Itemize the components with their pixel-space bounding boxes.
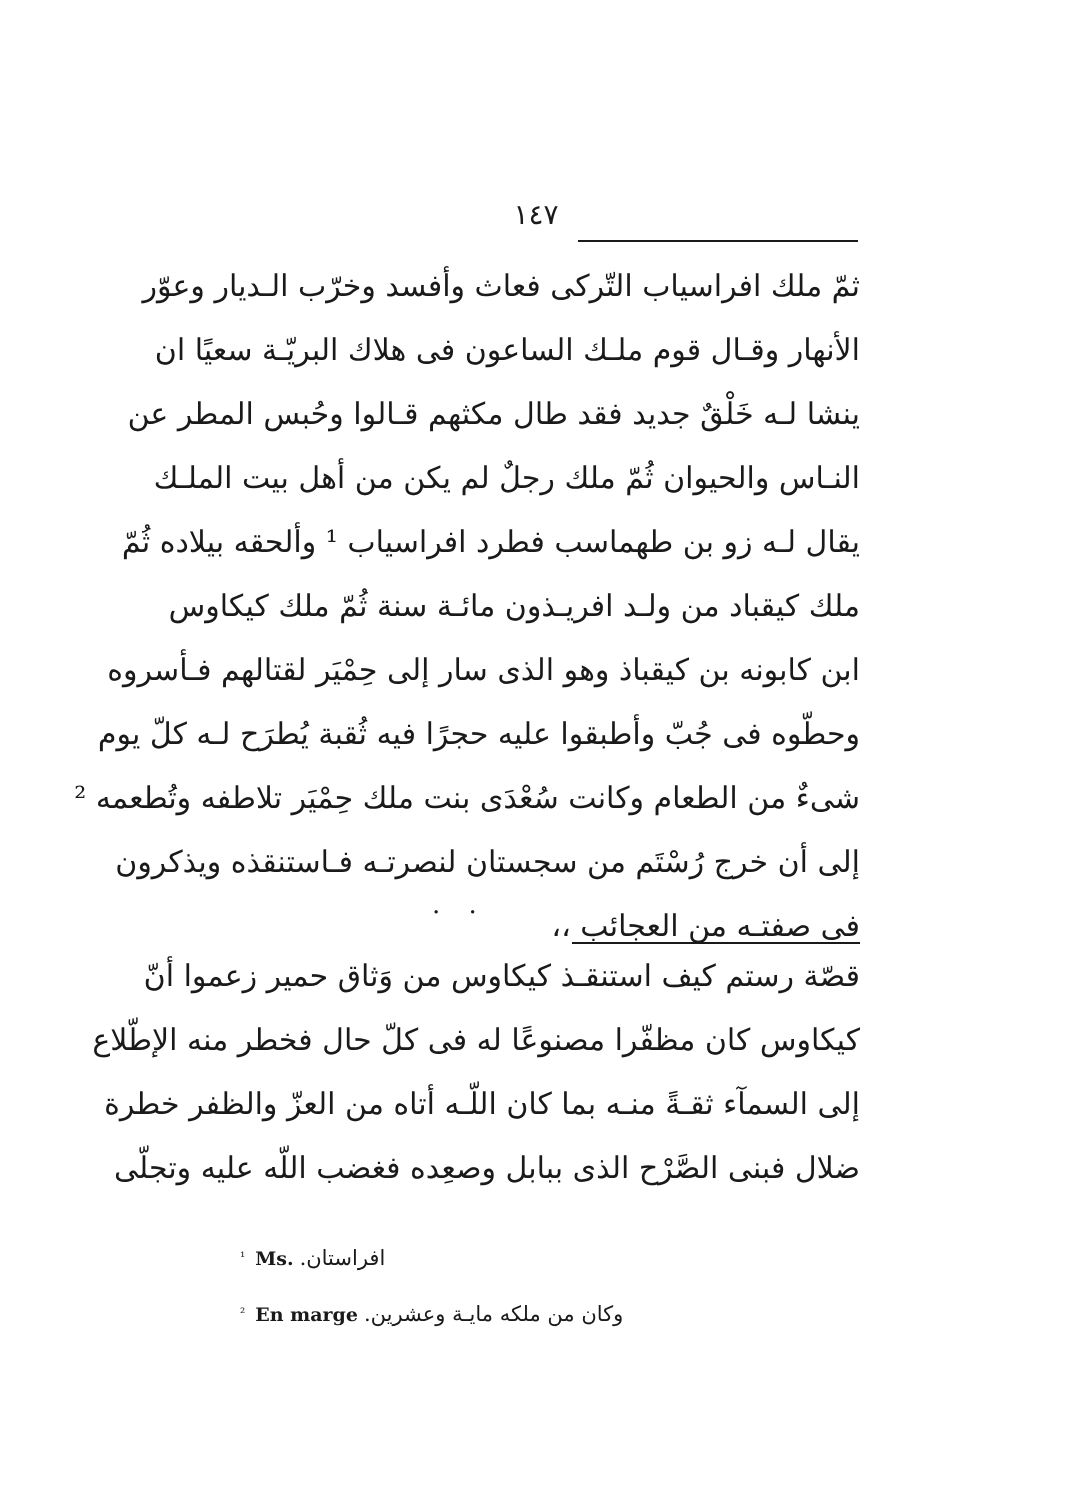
text-line: الأنهار وقـال قوم ملـك الساعون فى هلاك البريّـة سعيًا ان bbox=[154, 333, 860, 368]
story-line: قصّة رستم كيف استنقـذ كيكاوس من وَثاق حمير زعموا أنّ bbox=[143, 959, 860, 994]
footnote-latin: Ms. bbox=[255, 1248, 294, 1270]
text-line: إلى أن خرج رُسْتَم من سجستان لنصرتـه فـاستنقذه ويذكرون bbox=[115, 845, 860, 880]
page-number: ١٤٧ bbox=[513, 198, 559, 231]
footnote-arabic: وكان من ملكه مايـة وعشرين. bbox=[363, 1302, 624, 1326]
story-line: إلى السمآء ثقـةً منـه بما كان اللّـه أتاه من العزّ والظفر خطرة bbox=[104, 1087, 860, 1122]
footnote bbox=[240, 1286, 660, 1342]
footnote-latin: En marge bbox=[255, 1304, 358, 1326]
text-line: النـاس والحيوان ثُمّ ملك رجلٌ لم يكن من أهل بيت الملـك bbox=[153, 461, 860, 496]
footnote-marker: ¹ bbox=[240, 1250, 246, 1265]
ellipsis-dots: . . bbox=[432, 890, 487, 920]
footnote-arabic: افراستان. bbox=[299, 1246, 386, 1270]
text-line: يقال لـه زو بن طهماسب فطرد افراسياب ¹ وألحقه بيلاده ثُمّ bbox=[121, 525, 860, 560]
section-rule bbox=[572, 942, 860, 944]
story-text-block bbox=[92, 945, 860, 1201]
footnote bbox=[240, 1230, 660, 1286]
text-line: وحطّوه فى جُبّ وأطبقوا عليه حجرًا فيه ثُقبة يُطرَح لـه كلّ يوم bbox=[97, 717, 860, 752]
header-rule bbox=[578, 240, 858, 242]
footnote-marker: ² bbox=[240, 1306, 246, 1321]
text-line: ينشا لـه خَلْقٌ جديد فقد طال مكثهم قـالوا وحُبس المطر عن bbox=[127, 397, 860, 432]
story-line: كيكاوس كان مظفّرا مصنوعًا له فى كلّ حال فخطر منه الإطّلاع bbox=[92, 1023, 860, 1058]
text-line: ثمّ ملك افراسياب التّركى فعاث وأفسد وخرّب الـديار وعوّر bbox=[142, 269, 860, 304]
footnotes bbox=[240, 1230, 660, 1342]
story-line: ضلال فبنى الصَّرْح الذى ببابل وصعِده فغضب اللّه عليه وتجلّى bbox=[114, 1151, 860, 1186]
text-line: شىءٌ من الطعام وكانت سُعْدَى بنت ملك حِمْيَر تلاطفه وتُطعمه ² bbox=[74, 781, 860, 816]
main-text-block bbox=[74, 255, 860, 959]
text-line: ابن كابونه بن كيقباذ وهو الذى سار إلى حِمْيَر لقتالهم فـأسروه bbox=[107, 653, 860, 688]
text-line-last: فى صفتـه من العجائب ،، bbox=[551, 909, 860, 944]
text-line: ملك كيقباد من ولـد افريـذون مائـة سنة ثُمّ ملك كيكاوس bbox=[168, 589, 860, 624]
